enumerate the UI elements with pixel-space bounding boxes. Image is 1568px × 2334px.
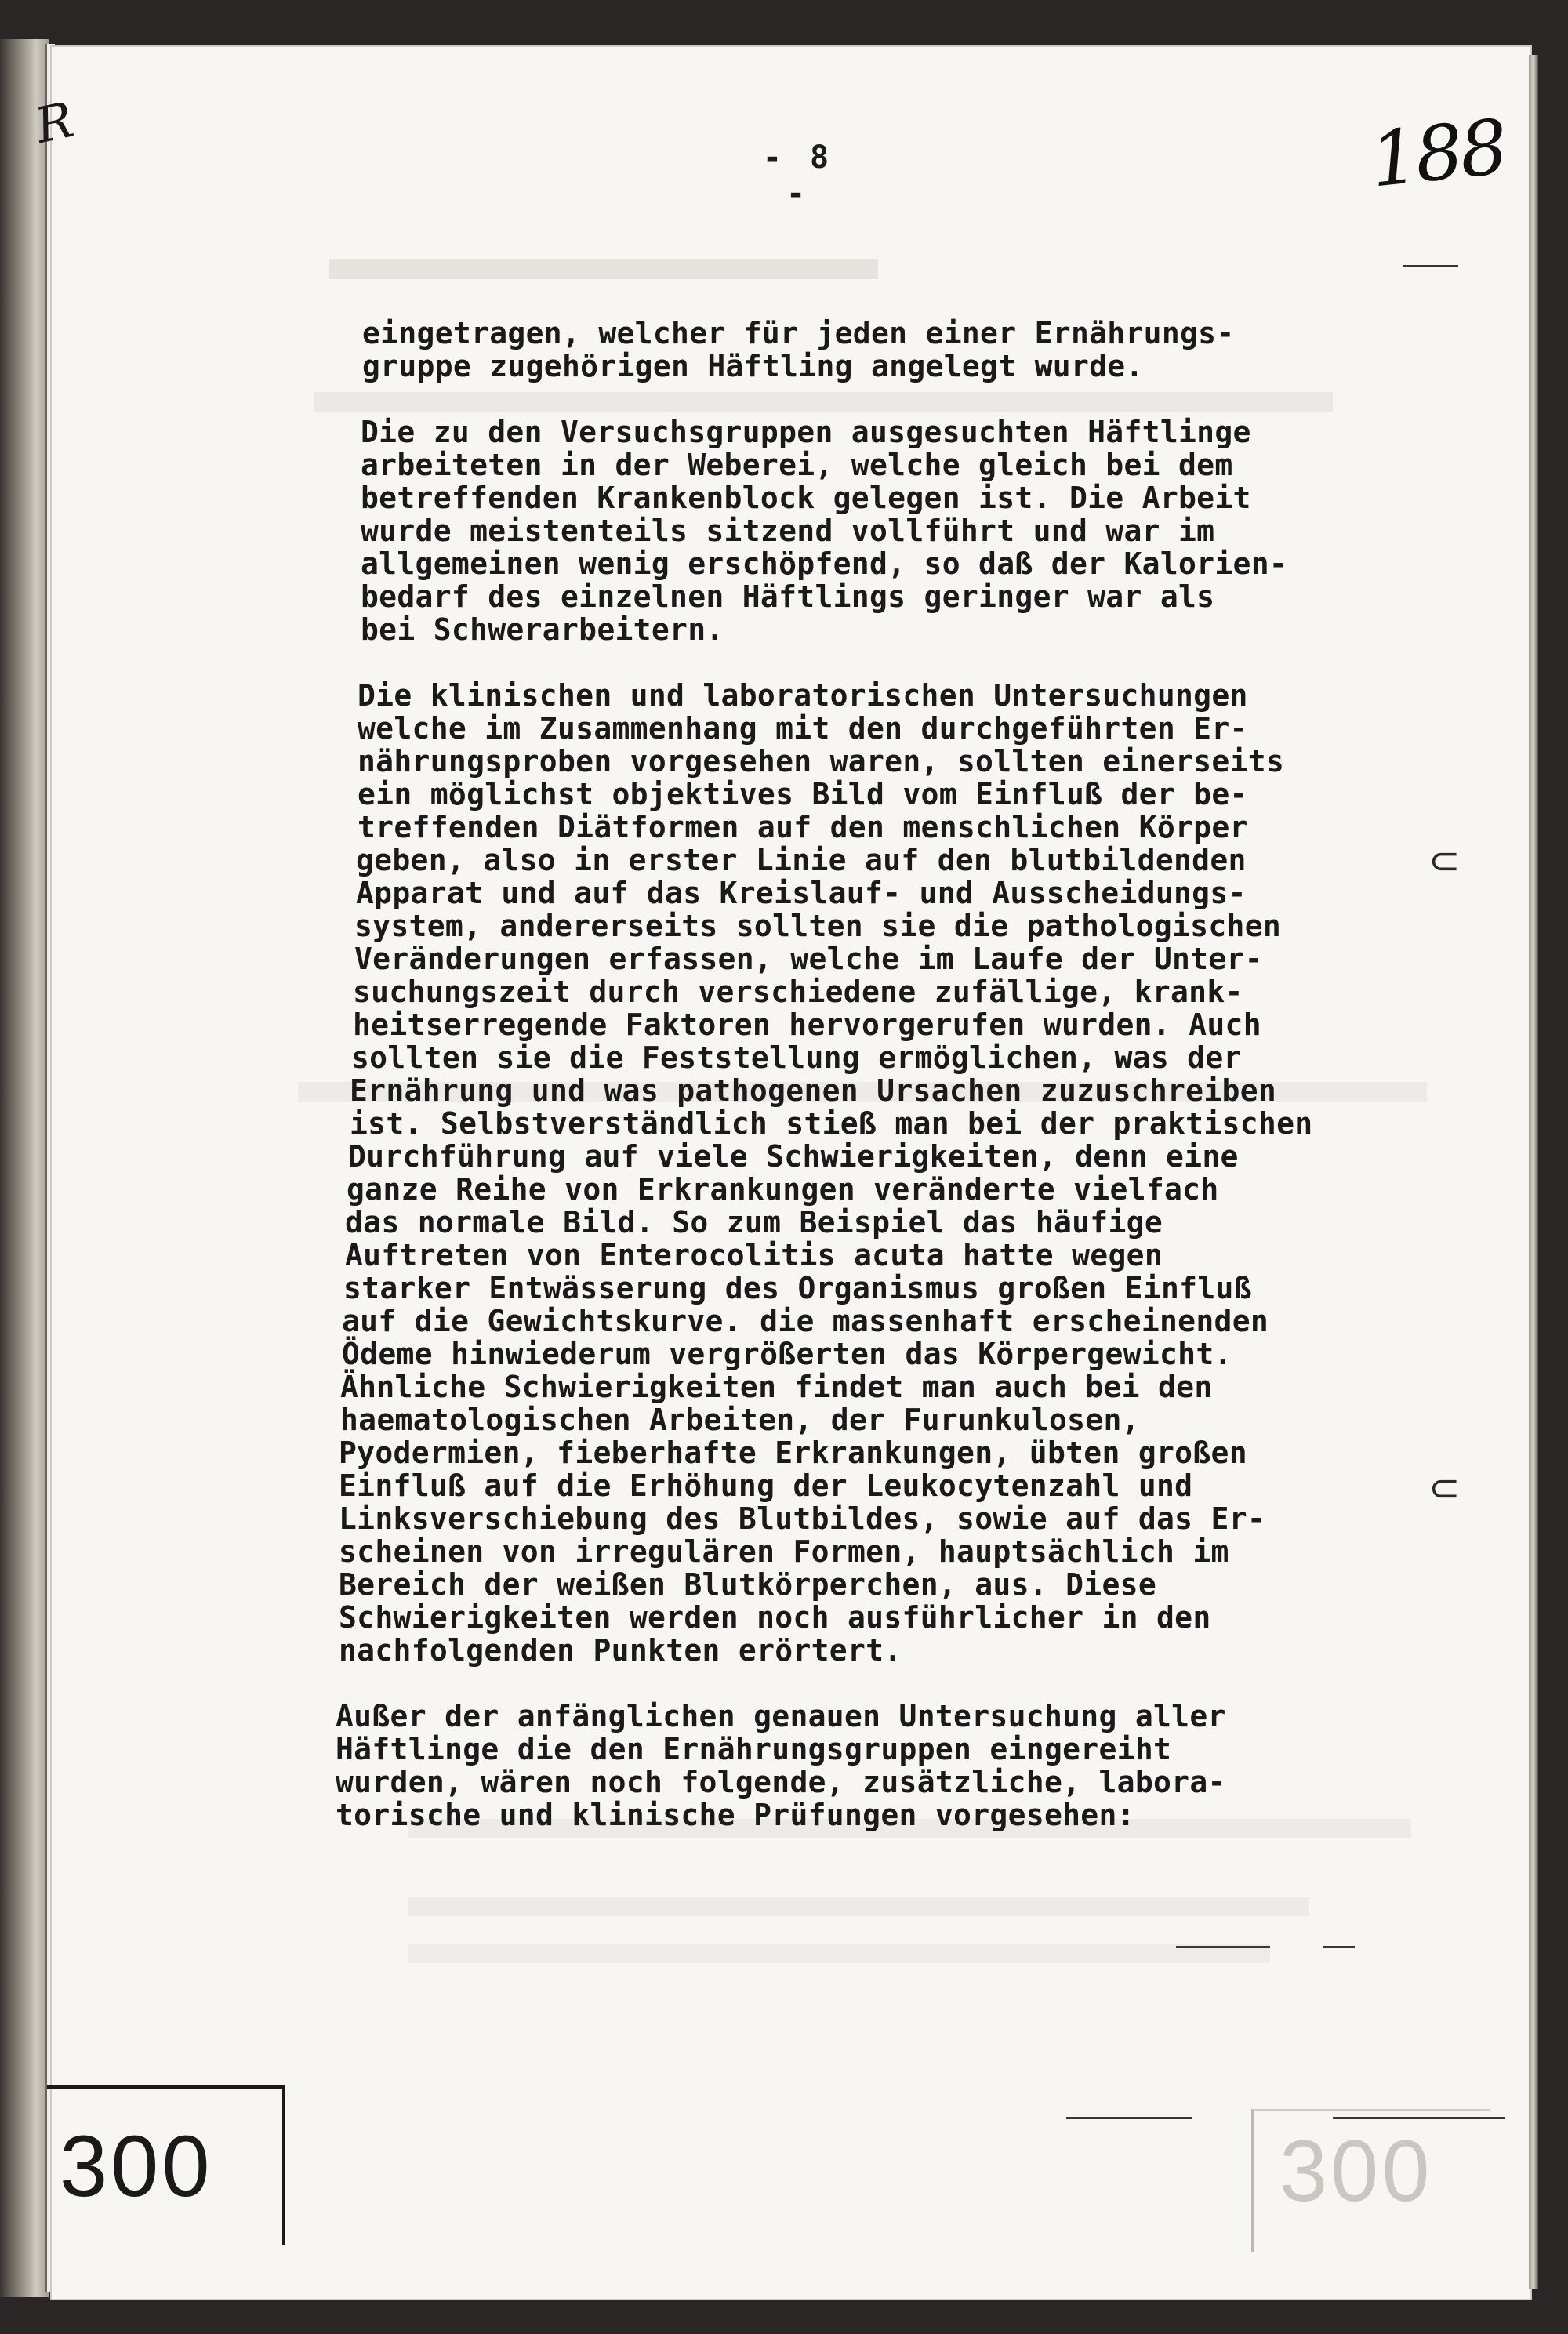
text-line: geben, also in erster Linie auf den blutbildenden — [356, 843, 1247, 877]
text-line: Auftreten von Enterocolitis acuta hatte wegen — [345, 1238, 1163, 1272]
text-line: Die klinischen und laboratorischen Untersuchungen — [358, 678, 1248, 713]
text-line: suchungszeit durch verschiedene zufällige, krank- — [353, 975, 1243, 1009]
text-line: Veränderungen erfassen, welche im Laufe der Unter- — [354, 942, 1263, 976]
margin-mark: ⊂ — [1428, 1466, 1461, 1510]
text-line: gruppe zugehörigen Häftling angelegt wurde. — [362, 349, 1144, 383]
archive-stamp-number: 300 — [60, 2118, 213, 2215]
text-line: eingetragen, welcher für jeden einer Ernährungs- — [362, 316, 1235, 350]
handwritten-corner-mark: R — [30, 90, 78, 155]
text-line: ist. Selbstverständlich stieß man bei der praktischen — [350, 1106, 1313, 1141]
text-line: bedarf des einzelnen Häftlings geringer war als — [361, 579, 1215, 614]
text-line: treffenden Diätformen auf den menschlichen Körper — [358, 810, 1248, 844]
margin-mark: ⊂ — [1428, 839, 1461, 883]
text-line: welche im Zusammenhang mit den durchgeführten Er- — [358, 711, 1248, 746]
text-line: Die zu den Versuchsgruppen ausgesuchten Häftlinge — [361, 415, 1251, 449]
text-line: Apparat und auf das Kreislauf- und Ausscheidungs- — [356, 876, 1247, 910]
bleedthrough-block-1 — [329, 259, 878, 279]
text-line: das normale Bild. So zum Beispiel das häufige — [345, 1205, 1163, 1240]
bleedthrough-stamp-number: 300 — [1279, 2123, 1433, 2220]
text-line: Pyodermien, fieberhafte Erkrankungen, übten großen — [339, 1436, 1247, 1470]
text-line: wurden, wären noch folgende, zusätzliche, labora- — [336, 1765, 1226, 1799]
text-line: heitserregende Faktoren hervorgerufen wurden. Auch — [353, 1007, 1261, 1042]
text-line: scheinen von irregulären Formen, hauptsächlich im — [339, 1534, 1229, 1569]
text-line: Schwierigkeiten werden noch ausführlicher in den — [339, 1600, 1211, 1635]
page-number: - 8 - — [762, 140, 834, 212]
book-spine — [0, 39, 49, 2297]
text-line: nährungsproben vorgesehen waren, sollten einerseits — [358, 744, 1285, 779]
text-line: auf die Gewichtskurve. die massenhaft erscheinenden — [342, 1304, 1269, 1338]
text-line: bei Schwerarbeitern. — [361, 612, 724, 647]
bleedthrough-block-2 — [314, 392, 1333, 412]
text-line: betreffenden Krankenblock gelegen ist. Die Arbeit — [361, 481, 1251, 515]
text-line: starker Entwässerung des Organismus großen Einfluß — [343, 1271, 1252, 1305]
text-line: ganze Reihe von Erkrankungen veränderte vielfach — [347, 1172, 1219, 1207]
text-line: system, andererseits sollten sie die pathologischen — [354, 909, 1282, 943]
text-line: Ernährung und was pathogenen Ursachen zuzuschreiben — [350, 1073, 1277, 1108]
text-line: wurde meistenteils sitzend vollführt und war im — [361, 514, 1215, 548]
text-line: ein möglichst objektives Bild vom Einfluß der be- — [358, 777, 1248, 811]
text-line: Häftlinge die den Ernährungsgruppen eingereiht — [336, 1732, 1172, 1766]
text-line: sollten sie die Feststellung ermöglichen, was der — [351, 1040, 1242, 1075]
dash-rule — [1176, 1946, 1270, 1948]
text-line: Durchführung auf viele Schwierigkeiten, denn eine — [348, 1139, 1239, 1174]
handwritten-folio-number: 188 — [1366, 103, 1509, 205]
text-line: Linksverschiebung des Blutbildes, sowie auf das Er- — [339, 1501, 1266, 1536]
text-line: Ödeme hinwiederum vergrößerten das Körpergewicht. — [342, 1337, 1232, 1371]
bleedthrough-block-5 — [408, 1897, 1309, 1916]
text-line: Außer der anfänglichen genauen Untersuchung aller — [336, 1699, 1226, 1733]
text-line: torische und klinische Prüfungen vorgesehen: — [336, 1798, 1135, 1832]
dash-rule — [1403, 265, 1458, 267]
dash-rule — [1066, 2117, 1192, 2119]
text-line: arbeiteten in der Weberei, welche gleich bei dem — [361, 448, 1233, 482]
dash-rule — [1323, 1946, 1355, 1948]
text-line: allgemeinen wenig erschöpfend, so daß der Kalorien- — [361, 546, 1288, 581]
bleedthrough-block-6 — [408, 1944, 1270, 1963]
text-line: nachfolgenden Punkten erörtert. — [339, 1633, 902, 1668]
page-right-edge — [1529, 55, 1538, 2289]
text-line: Einfluß auf die Erhöhung der Leukocytenzahl und — [339, 1468, 1193, 1503]
text-line: haematologischen Arbeiten, der Furunkulosen, — [340, 1403, 1140, 1437]
text-line: Ähnliche Schwierigkeiten findet man auch bei den — [340, 1370, 1213, 1404]
text-line: Bereich der weißen Blutkörperchen, aus. Diese — [339, 1567, 1157, 1602]
